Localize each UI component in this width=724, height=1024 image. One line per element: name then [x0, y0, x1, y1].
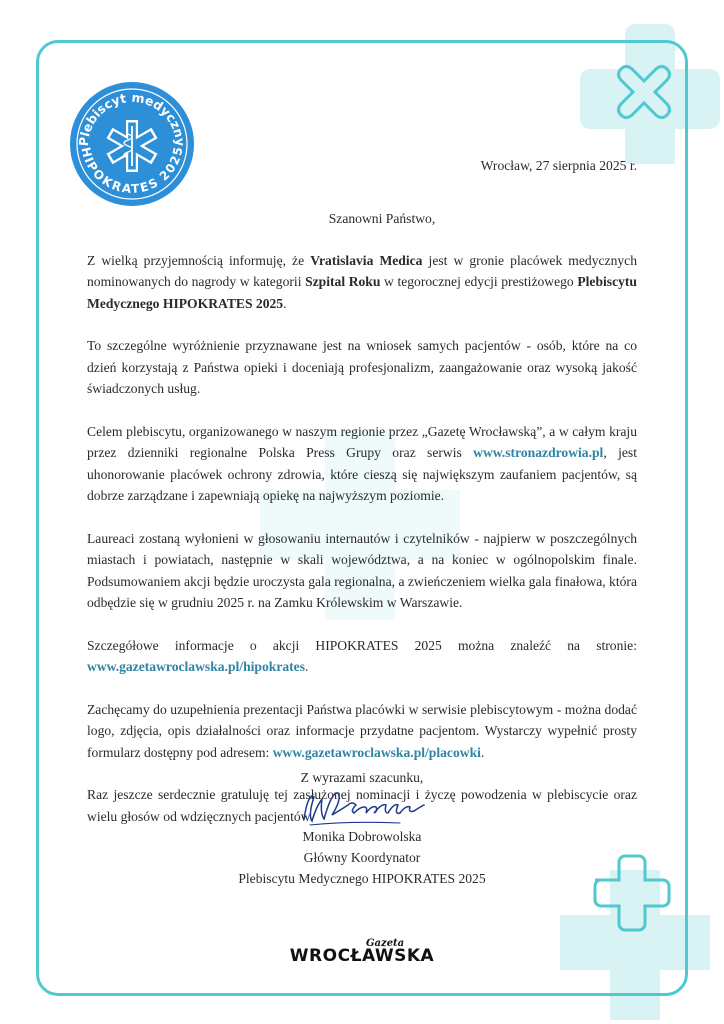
p1-text-g: . [283, 295, 287, 311]
hipokrates-seal-logo [68, 80, 196, 208]
p5-text-a: Szczegółowe informacje o akcji HIPOKRATES 2025 można znaleźć na stronie: [87, 637, 637, 653]
link-placowki[interactable]: www.gazetawroclawska.pl/placowki [272, 744, 481, 760]
p5-text-b: . [305, 659, 309, 674]
paragraph-1 [87, 250, 637, 315]
paragraph-5 [87, 635, 637, 678]
seal-top-text: Plebiscyt medyczny [75, 89, 189, 147]
link-stronazdrowia[interactable]: www.stronazdrowia.pl [473, 445, 604, 460]
category-name: Szpital Roku [305, 274, 381, 289]
logo-wroclawska-text: WROCŁAWSKA [289, 946, 435, 966]
p1-text-a: Z wielką przyjemnością informuję, że [87, 252, 311, 268]
facility-name: Vratislavia Medica [310, 252, 423, 268]
p3-text-b: , jest uhonorowanie placówek ochrony zdrowia, które cieszą się największym zaufaniem pacjentów, są dobrze zarządzane i zapewniają opiekę na najwyższym poziomie. [87, 445, 637, 503]
signer-block [0, 826, 724, 889]
paragraph-3 [87, 421, 637, 507]
paragraph-6 [87, 699, 637, 764]
gazeta-wroclawska-logo [0, 938, 724, 966]
p6-text-a: Zachęcamy do uzupełnienia prezentacji Państwa placówki w serwisie plebiscytowym - można dodać logo, zdjęcia, opis działalności oraz informacje przydatne pacjentom. Wystarczy wypełnić prosty formularz dostępny pod adresem: [87, 701, 637, 760]
signer-name: Monika Dobrowolska [302, 829, 422, 844]
logo-gazeta-text: Gazeta [366, 938, 405, 949]
greeting: Szanowni Państwo, [328, 211, 436, 226]
p3-text-a: Celem plebiscytu, organizowanego w naszym regionie przez „Gazetę Wrocławską”, a w całym kraju przez dzienniki regionalne Polska Press Grupy oraz serwis [87, 423, 637, 460]
p1-text-e: w tegorocznej edycji prestiżowego [380, 274, 578, 289]
signer-title: Główny Koordynator [303, 850, 421, 865]
paragraph-7: Raz jeszcze serdecznie gratuluję tej zasłużonej nominacji i życzę powodzenia w plebiscycie oraz wielu głosów od wdzięcznych pacjentów. [87, 787, 637, 824]
letter-date: Wrocław, 27 sierpnia 2025 r. [480, 158, 637, 173]
signer-organization: Plebiscytu Medycznego HIPOKRATES 2025 [238, 871, 486, 886]
seal-bottom-text: HIPOKRATES 2025 [78, 145, 186, 196]
paragraph-4: Laureaci zostaną wyłonieni w głosowaniu internautów i czytelników - najpierw w poszczególnych miastach i powiatach, następnie w skali województwa, a na koniec w ogólnopolskim finale. Podsumowaniem akcji będzie uroczysta gala regionalna, a zwieńczeniem wielka gala finałowa, która odbędzie się w grudniu 2025 r. na Zamku Królewskim w Warszawie. [87, 530, 637, 610]
link-hipokrates[interactable]: www.gazetawroclawska.pl/hipokrates [87, 659, 306, 674]
p6-text-b: . [480, 744, 485, 760]
plebiscite-name: Plebiscytu Medycznego HIPOKRATES 2025 [87, 274, 637, 311]
letter-body [87, 208, 637, 848]
closing: Z wyrazami szacunku, [300, 770, 424, 785]
paragraph-2: To szczególne wyróżnienie przyznawane jest na wniosek samych pacjentów - osób, które na co dzień korzystają z Państwa opieki i doceniają profesjonalizm, zaangażowanie oraz wysoką jakość świadczonych usług. [87, 338, 637, 396]
p1-text-c: jest w gronie placówek medycznych nominowanych do nagrody w kategorii [87, 252, 637, 289]
